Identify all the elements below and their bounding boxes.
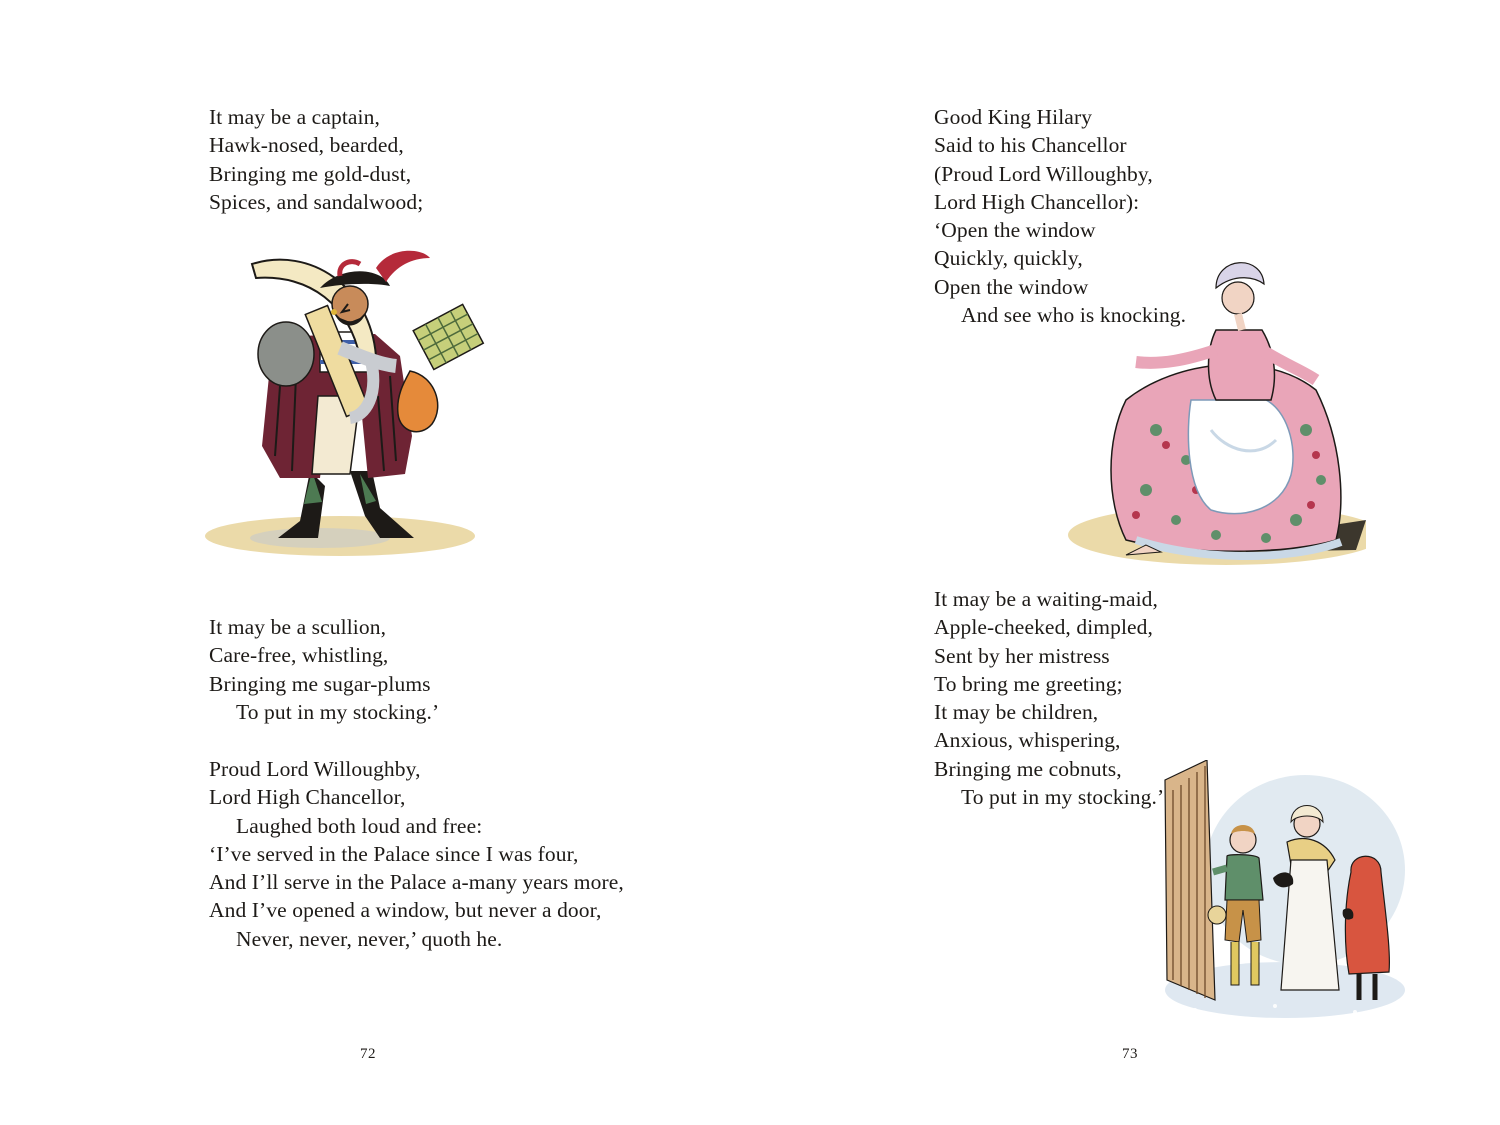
poem-line: Apple-cheeked, dimpled, <box>934 615 1154 640</box>
right-page <box>750 0 1500 1125</box>
poem-line: Lord High Chancellor): <box>934 189 1140 214</box>
poem-line: Lord High Chancellor, <box>209 785 406 810</box>
poem-line: Never, never, never,’ quoth he. <box>236 926 503 951</box>
poem-line: To bring me greeting; <box>934 671 1123 696</box>
poem-line: ‘Open the window <box>934 218 1096 243</box>
stanza-scullion <box>209 613 439 726</box>
poem-line: Open the window <box>934 274 1089 299</box>
poem-line: It may be children, <box>934 700 1099 725</box>
poem-line: To put in my stocking.’ <box>236 699 440 724</box>
poem-line: Bringing me sugar-plums <box>209 671 431 696</box>
page-number: 73 <box>1122 1046 1138 1062</box>
poem-line: And I’ve opened a window, but never a door, <box>209 898 602 923</box>
page-number: 72 <box>360 1046 376 1062</box>
waiting-maid-illustration <box>1066 250 1366 580</box>
stanza-captain <box>209 103 423 216</box>
poem-line: To put in my stocking.’ <box>961 785 1165 810</box>
poem-line: Care-free, whistling, <box>209 643 389 668</box>
captain-illustration <box>200 246 500 566</box>
poem-line: It may be a captain, <box>209 105 380 129</box>
poem-line: Quickly, quickly, <box>934 246 1083 271</box>
poem-line: Hawk-nosed, bearded, <box>209 133 404 158</box>
poem-line: Sent by her mistress <box>934 643 1110 668</box>
poem-line: Good King Hilary <box>934 105 1093 129</box>
poem-line: Proud Lord Willoughby, <box>209 757 421 781</box>
poem-line: Bringing me cobnuts, <box>934 756 1122 781</box>
stanza-willoughby <box>209 755 624 953</box>
poem-line: Anxious, whispering, <box>934 728 1121 753</box>
poem-line: Bringing me gold-dust, <box>209 161 412 186</box>
poem-line: ‘I’ve served in the Palace since I was four, <box>209 841 579 866</box>
children-illustration <box>1155 760 1410 1025</box>
poem-line: It may be a scullion, <box>209 615 387 639</box>
poem-line: Laughed both loud and free: <box>236 813 483 838</box>
poem-line: And I’ll serve in the Palace a-many years more, <box>209 870 624 895</box>
stanza-waiting-maid <box>934 585 1164 811</box>
poem-line: It may be a waiting-maid, <box>934 587 1158 611</box>
poem-line: Said to his Chancellor <box>934 133 1127 158</box>
poem-line: Spices, and sandalwood; <box>209 189 424 214</box>
poem-line: (Proud Lord Willoughby, <box>934 161 1153 186</box>
poem-line: And see who is knocking. <box>961 303 1187 328</box>
